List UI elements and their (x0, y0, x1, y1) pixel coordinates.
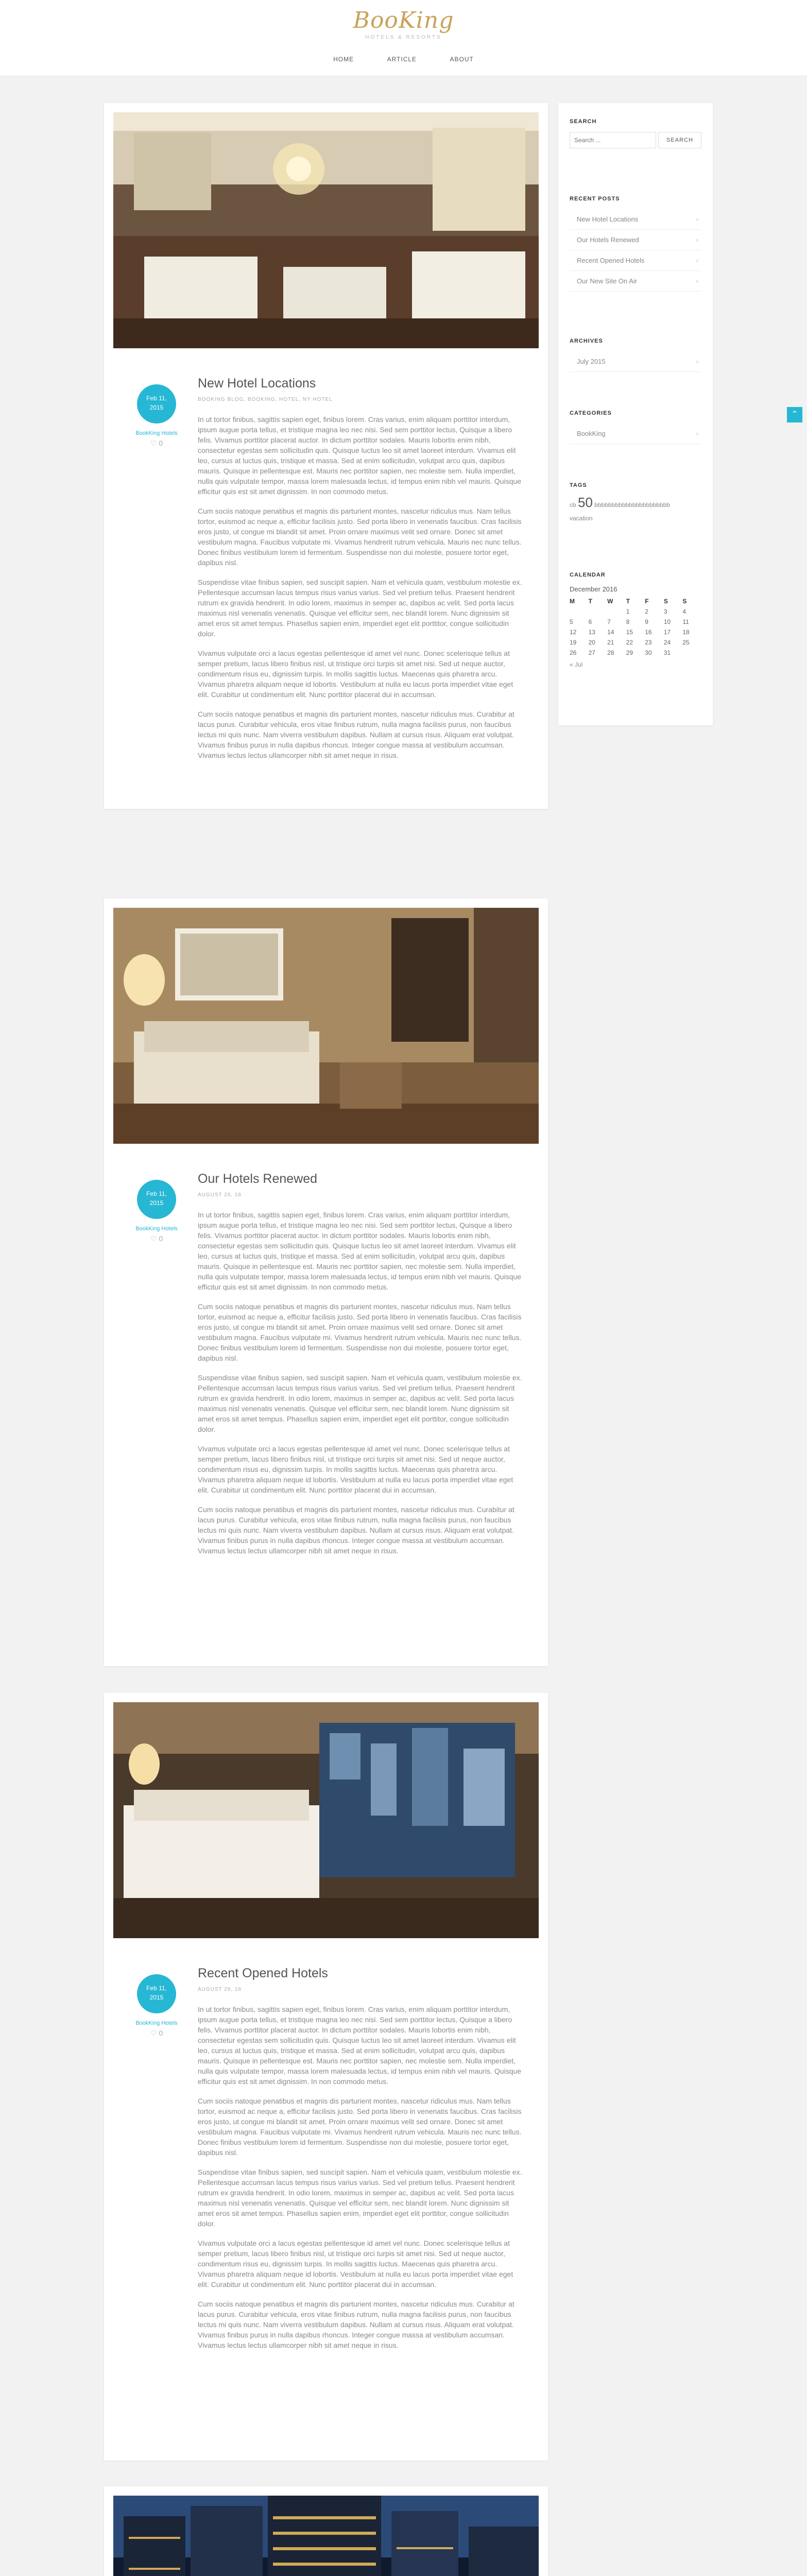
heart-icon[interactable]: ♡ 0 (150, 2029, 163, 2037)
recent-post-link[interactable]: Our Hotels Renewed › (570, 230, 701, 250)
calendar-widget (570, 572, 701, 668)
calendar-day: 13 (588, 629, 595, 636)
post-author[interactable] (131, 2020, 182, 2037)
post-paragraph: In ut tortor finibus, sagittis sapien eget, finibus lorem. Cras varius, enim aliquam porttitor interdum, ipsum augue porta tellus, et tristique magna leo nec nisi. Sed sem porttitor lectus, Quisque a libero felis. Vivamus porttitor placerat auctor. In dictum porttitor sodales. Mauris lobortis enim nibh, consectetur egestas sem sollicitudin quis. Quisque luctus leo sit amet laoreet interdum. Vivamus elit leo, cursus at luctus quis, tristique et massa. Sed at enim sollicitudin, volutpat arcu quis, dapibus mauris. Quisque in pellentesque est. Mauris nec porttitor sapien, nec molestie sem. Nulla imperdiet, nulla quis vulputate tempor, massa lorem malesuada lectus, id tempus enim nibh vel mauris. Quisque efficitur quis est sit amet dignissim. In non commodo metus. (198, 2005, 521, 2086)
post-paragraph: Cum sociis natoque penatibus et magnis dis parturient montes, nascetur ridiculus mus. Curabitur at lacus purus. Curabitur vehicula, eros vitae finibus rutrum, nulla magna facilisis purus, non faucibus lectus mi quis nunc. Nam viverra vestibulum dapibus. Nullam at cursus risus. Aliquam erat volutpat. Vivamus finibus purus in nulla dapibus rhoncus. Integer congue massa at vestibulum accumsan. Vivamus lectus lectus ullamcorper nibh sit amet neque in risus. (198, 2300, 514, 2349)
widget-title: RECENT POSTS (570, 196, 620, 202)
category-link[interactable]: BookKing › (570, 423, 701, 444)
post-image[interactable] (113, 908, 539, 1144)
calendar-day: 30 (645, 649, 652, 656)
date-badge (137, 1180, 176, 1219)
post-author[interactable] (131, 1225, 182, 1243)
calendar-prev-link[interactable]: « Jul (570, 661, 583, 668)
calendar-day: 31 (663, 649, 671, 656)
widget-title: CATEGORIES (570, 410, 612, 416)
calendar-day (607, 606, 626, 617)
calendar-day: 29 (626, 649, 633, 656)
post-paragraph: Cum sociis natoque penatibus et magnis dis parturient montes, nascetur ridiculus mus. Curabitur at lacus purus. Curabitur vehicula, eros vitae finibus rutrum, nulla magna facilisis purus, non faucibus lectus mi quis nunc. Nam viverra vestibulum dapibus. Nullam at cursus risus. Aliquam erat volutpat. Vivamus finibus purus in nulla dapibus rhoncus. Integer congue massa at vestibulum accumsan. Vivamus lectus lectus ullamcorper nibh sit amet neque in risus. (198, 710, 514, 759)
date-year: 2015 (149, 1994, 164, 2001)
post-paragraph: Vivamus vulputate orci a lacus egestas pellentesque id amet vel nunc. Donec scelerisque tellus at semper pretium, lacus libero finibus nisl, ut tristique orci turpis sit amet nisi. Sed ut neque auctor, condimentum risus eu, dignissim turpis. In mollis sagittis luctus. Maecenas quis pharetra arcu. Vivamus pharetra aliquam neque id lobortis. Vestibulum at nulla eu lacus porta imperdiet vitae eget elit. Curabitur ut condimentum elit. Nunc porttitor placerat dui in accumsan. (198, 649, 513, 699)
logo[interactable] (0, 7, 807, 40)
date-badge (137, 1974, 176, 2013)
calendar-day-head: W (607, 598, 613, 605)
main-nav (0, 55, 807, 64)
calendar-day-head: S (663, 598, 668, 605)
calendar-day: 17 (663, 629, 671, 636)
tag-link[interactable]: bbbbbbbbbbbbbbbbbbbbbb (594, 501, 671, 509)
post-paragraph: In ut tortor finibus, sagittis sapien eget, finibus lorem. Cras varius, enim aliquam porttitor interdum, ipsum augue porta tellus, et tristique magna leo nec nisi. Sed sem porttitor lectus, Quisque a libero felis. Vivamus porttitor placerat auctor. In dictum porttitor sodales. Mauris lobortis enim nibh, consectetur egestas sem sollicitudin quis. Quisque luctus leo sit amet laoreet interdum. Vivamus elit leo, cursus at luctus quis, tristique et massa. Sed at enim sollicitudin, volutpat arcu quis, dapibus mauris. Quisque in pellentesque est. Mauris nec porttitor sapien, nec molestie sem. Nulla imperdiet, nulla quis vulputate tempor, massa lorem malesuada lectus, id tempus enim nibh vel mauris. Quisque efficitur quis est sit amet dignissim. In non commodo metus. (198, 1211, 521, 1291)
calendar-day: 7 (607, 618, 611, 625)
tags-widget (570, 482, 701, 525)
sidebar (558, 103, 713, 725)
calendar-day: 18 (682, 629, 690, 636)
calendar-day: 4 (682, 608, 686, 615)
post-paragraph: Suspendisse vitae finibus sapien, sed suscipit sapien. Nam et vehicula quam, vestibulum molestie ex. Pellentesque accumsan lacus tempus risus varius varius. Sed vel pretium tellus. Praesent hendrerit rutrum ex gravida hendrerit. In odio lorem, maximus in semper ac, dapibus ac velit. Sed porta lacus maximus nisl venenatis venenatis. Quisque vel efficitur sem, nec blandit lorem. Nunc dignissim sit amet eros sit amet tempus. Phasellus sapien enim, imperdiet eget elit porttitor, congue sollicitudin dolor. (198, 2168, 522, 2228)
nav-about[interactable]: ABOUT (450, 56, 474, 63)
tag-link[interactable]: 50 (578, 495, 593, 510)
blog-post (104, 1693, 548, 2461)
calendar-day: 22 (626, 639, 633, 646)
post-paragraph: Cum sociis natoque penatibus et magnis dis parturient montes, nascetur ridiculus mus. Nam tellus tortor, euismod ac neque a, efficitur facilisis justo. Sed porta libero in venenatis faucibus. Cras facilisis eros justo, ut congue mi blandit sit amet. Proin ornare maximus velit sed ornare. Donec sit amet vestibulum magna. Faucibus vulputate mi. Vivamus hendrerit rutrum vehicula. Mauris nec nunc tellus. Donec finibus vestibulum lorem id fermentum. Suspendisse non dui molestie, posuere tortor eget, dapibus nisl. (198, 2097, 522, 2157)
search-input[interactable] (570, 132, 656, 148)
heart-icon[interactable]: ♡ 0 (150, 439, 163, 447)
author-name[interactable]: BookKing Hotels (135, 2020, 178, 2026)
chevron-up-icon: ⌃ (791, 410, 798, 419)
calendar-day: 10 (663, 618, 671, 625)
date-day: Feb 11, (146, 1985, 167, 1992)
calendar-day (589, 606, 608, 617)
tag-link[interactable]: cb (570, 501, 576, 509)
like-count: 0 (159, 1234, 163, 1243)
post-image[interactable] (113, 2496, 539, 2576)
widget-title: SEARCH (570, 118, 597, 125)
calendar-caption: December 2016 (570, 585, 617, 593)
recent-post-link[interactable]: Our New Site On Air › (570, 271, 701, 292)
site-header (0, 0, 807, 76)
search-widget (570, 118, 701, 148)
logo-subtitle: HOTELS & RESORTS (365, 35, 442, 40)
calendar-day: 15 (626, 629, 633, 636)
post-paragraph: Cum sociis natoque penatibus et magnis dis parturient montes, nascetur ridiculus mus. Curabitur at lacus purus. Curabitur vehicula, eros vitae finibus rutrum, nulla magna facilisis purus, non faucibus lectus mi quis nunc. Nam viverra vestibulum dapibus. Nullam at cursus risus. Aliquam erat volutpat. Vivamus finibus purus in nulla dapibus rhoncus. Integer congue massa at vestibulum accumsan. Vivamus lectus lectus ullamcorper nibh sit amet neque in risus. (198, 1505, 514, 1555)
calendar-day: 24 (663, 639, 671, 646)
calendar-day: 3 (663, 608, 667, 615)
calendar-day-head: S (682, 598, 687, 605)
calendar-day: 5 (570, 618, 573, 625)
recent-post-link[interactable]: New Hotel Locations › (570, 209, 701, 230)
logo-title: BooKing (353, 7, 454, 33)
widget-title: CALENDAR (570, 572, 606, 578)
archive-link[interactable]: July 2015 › (570, 351, 701, 372)
like-count: 0 (159, 439, 163, 447)
calendar-day-head: F (645, 598, 649, 605)
post-title[interactable]: Recent Opened Hotels (198, 1966, 328, 1980)
post-title[interactable]: Our Hotels Renewed (198, 1172, 318, 1186)
post-title[interactable]: New Hotel Locations (198, 376, 316, 391)
search-button[interactable]: SEARCH (658, 132, 701, 148)
post-paragraph: Cum sociis natoque penatibus et magnis dis parturient montes, nascetur ridiculus mus. Nam tellus tortor, euismod ac neque a, efficitur facilisis justo. Sed porta libero in venenatis faucibus. Cras facilisis eros justo, ut congue mi blandit sit amet. Proin ornare maximus velit sed ornare. Donec sit amet vestibulum magna. Faucibus vulputate mi. Vivamus hendrerit rutrum vehicula. Mauris nec nunc tellus. Donec finibus vestibulum lorem id fermentum. Suspendisse non dui molestie, posuere tortor eget, dapibus nisl. (198, 1302, 522, 1362)
widget-title: TAGS (570, 482, 587, 488)
calendar-day: 23 (645, 639, 652, 646)
calendar-day-head: M (570, 598, 575, 605)
calendar-day: 1 (626, 608, 630, 615)
calendar-day-head: T (588, 598, 592, 605)
post-body (198, 2004, 525, 2360)
calendar-day: 21 (607, 639, 614, 646)
author-name[interactable]: BookKing Hotels (135, 430, 178, 436)
calendar-day: 9 (645, 618, 648, 625)
widget-title: ARCHIVES (570, 338, 603, 344)
calendar-day: 16 (645, 629, 652, 636)
calendar-day: 11 (682, 618, 689, 625)
categories-widget (570, 410, 701, 444)
post-info: BOOKING BLOG, BOOKING, HOTEL, NY HOTEL (198, 397, 333, 402)
post-paragraph: In ut tortor finibus, sagittis sapien eget, finibus lorem. Cras varius, enim aliquam porttitor interdum, ipsum augue porta tellus, et tristique magna leo nec nisi. Sed sem porttitor lectus, Quisque a libero felis. Vivamus porttitor placerat auctor. In dictum porttitor sodales. Mauris lobortis enim nibh, consectetur egestas sem sollicitudin quis. Quisque luctus leo sit amet laoreet interdum. Vivamus elit leo, cursus at luctus quis, tristique et massa. Sed at enim sollicitudin, volutpat arcu quis, dapibus mauris. Quisque in pellentesque est. Mauris nec porttitor sapien, nec molestie sem. Nulla imperdiet, nulla quis vulputate tempor, massa lorem malesuada lectus, id tempus enim nibh vel mauris. Quisque efficitur quis est sit amet dignissim. In non commodo metus. (198, 415, 521, 496)
calendar-day: 8 (626, 618, 630, 625)
post-paragraph: Suspendisse vitae finibus sapien, sed suscipit sapien. Nam et vehicula quam, vestibulum molestie ex. Pellentesque accumsan lacus tempus risus varius varius. Sed vel pretium tellus. Praesent hendrerit rutrum ex gravida hendrerit. In odio lorem, maximus in semper ac, dapibus ac velit. Sed porta lacus maximus nisl venenatis venenatis. Quisque vel efficitur sem, nec blandit lorem. Nunc dignissim sit amet eros sit amet tempus. Phasellus sapien enim, imperdiet eget elit porttitor, congue sollicitudin dolor. (198, 1374, 522, 1433)
calendar-day: 26 (570, 649, 577, 656)
blog-post (104, 103, 548, 809)
recent-posts-widget (570, 196, 701, 292)
back-to-top-button[interactable] (787, 407, 802, 422)
tag-link[interactable]: vacation (570, 515, 593, 522)
calendar-day: 27 (588, 649, 595, 656)
calendar-day: 14 (607, 629, 614, 636)
calendar-day: 2 (645, 608, 648, 615)
post-image[interactable] (113, 1702, 539, 1938)
post-info: AUGUST 26, 16 (198, 1192, 242, 1198)
post-paragraph: Vivamus vulputate orci a lacus egestas pellentesque id amet vel nunc. Donec scelerisque tellus at semper pretium, lacus libero finibus nisl, ut tristique orci turpis sit amet nisi. Sed ut neque auctor, condimentum risus eu, dignissim turpis. In mollis sagittis luctus. Maecenas quis pharetra arcu. Vivamus pharetra aliquam neque id lobortis. Vestibulum at nulla eu lacus porta imperdiet vitae eget elit. Curabitur ut condimentum elit. Nunc porttitor placerat dui in accumsan. (198, 1445, 513, 1494)
calendar-day: 20 (588, 639, 595, 646)
calendar-day: 6 (588, 618, 592, 625)
calendar-day: 19 (570, 639, 577, 646)
archives-widget (570, 338, 701, 372)
date-day: Feb 11, (146, 1190, 167, 1197)
calendar-day: 28 (607, 649, 614, 656)
date-badge (137, 384, 176, 423)
calendar-day (682, 648, 701, 658)
date-year: 2015 (149, 404, 164, 411)
post-paragraph: Cum sociis natoque penatibus et magnis dis parturient montes, nascetur ridiculus mus. Nam tellus tortor, euismod ac neque a, efficitur facilisis justo. Sed porta libero in venenatis faucibus. Cras facilisis eros justo, ut congue mi blandit sit amet. Proin ornare maximus velit sed ornare. Donec sit amet vestibulum magna. Faucibus vulputate mi. Vivamus hendrerit rutrum vehicula. Mauris nec nunc tellus. Donec finibus vestibulum lorem id fermentum. Suspendisse non dui molestie, posuere tortor eget, dapibus nisl. (198, 507, 522, 567)
nav-home[interactable]: HOME (333, 56, 354, 63)
post-body (198, 1210, 525, 1565)
calendar-day-head: T (626, 598, 630, 605)
post-info: AUGUST 26, 16 (198, 1987, 242, 1992)
author-name[interactable]: BookKing Hotels (135, 1226, 178, 1232)
calendar-day: 12 (570, 629, 577, 636)
post-image[interactable] (113, 112, 539, 348)
nav-article[interactable]: ARTICLE (387, 56, 417, 63)
recent-post-link[interactable]: Recent Opened Hotels › (570, 250, 701, 271)
calendar-table (570, 596, 701, 658)
blog-post (104, 2486, 548, 2576)
date-day: Feb 11, (146, 395, 167, 402)
calendar-day (570, 606, 589, 617)
blog-post (104, 899, 548, 1666)
post-paragraph: Suspendisse vitae finibus sapien, sed suscipit sapien. Nam et vehicula quam, vestibulum molestie ex. Pellentesque accumsan lacus tempus risus varius varius. Sed vel pretium tellus. Praesent hendrerit rutrum ex gravida hendrerit. In odio lorem, maximus in semper ac, dapibus ac velit. Sed porta lacus maximus nisl venenatis venenatis. Quisque vel efficitur sem, nec blandit lorem. Nunc dignissim sit amet eros sit amet tempus. Phasellus sapien enim, imperdiet eget elit porttitor, congue sollicitudin dolor. (198, 578, 522, 638)
heart-icon[interactable]: ♡ 0 (150, 1234, 163, 1243)
calendar-day: 25 (682, 639, 690, 646)
post-body (198, 414, 525, 770)
post-author[interactable] (131, 430, 182, 447)
like-count: 0 (159, 2029, 163, 2037)
date-year: 2015 (149, 1199, 164, 1207)
post-paragraph: Vivamus vulputate orci a lacus egestas pellentesque id amet vel nunc. Donec scelerisque tellus at semper pretium, lacus libero finibus nisl, ut tristique orci turpis sit amet nisi. Sed ut neque auctor, condimentum risus eu, dignissim turpis. In mollis sagittis luctus. Maecenas quis pharetra arcu. Vivamus pharetra aliquam neque id lobortis. Vestibulum at nulla eu lacus porta imperdiet vitae eget elit. Curabitur ut condimentum elit. Nunc porttitor placerat dui in accumsan. (198, 2239, 513, 2289)
